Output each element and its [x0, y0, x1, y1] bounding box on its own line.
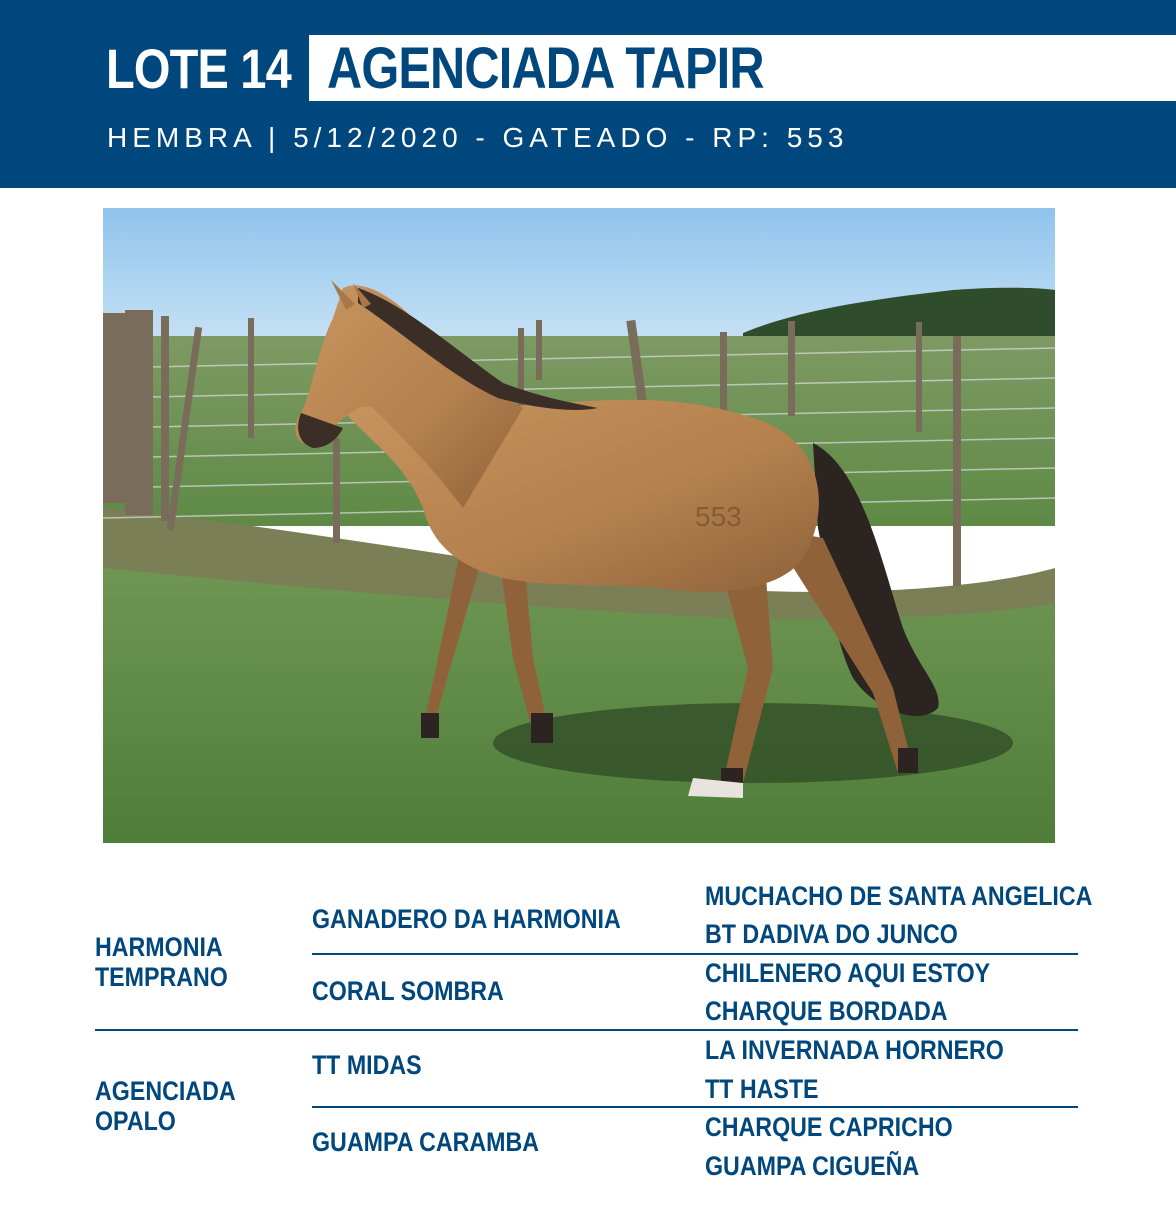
horse-photo: [103, 208, 1055, 843]
header-banner: [0, 0, 1176, 188]
pedigree-dam: [95, 1076, 236, 1136]
pedigree-dds: CHARQUE CAPRICHO: [705, 1112, 953, 1142]
brand-mark: 553: [695, 501, 742, 532]
divider-dam-branch: [312, 1106, 1078, 1108]
pedigree-sire-dam: CORAL SOMBRA: [312, 976, 504, 1006]
pedigree-sss: MUCHACHO DE SANTA ANGELICA: [705, 881, 1093, 911]
animal-name-box: [309, 35, 1176, 101]
pedigree-dam-line1: AGENCIADA: [95, 1076, 236, 1106]
pedigree-dam-sire: TT MIDAS: [312, 1050, 422, 1080]
animal-details: HEMBRA | 5/12/2020 - GATEADO - RP: 553: [107, 122, 849, 153]
pedigree-sdd: CHARQUE BORDADA: [705, 996, 948, 1026]
pedigree-sds: CHILENERO AQUI ESTOY: [705, 958, 991, 988]
pedigree-ddd: GUAMPA CIGUEÑA: [705, 1151, 920, 1181]
divider-main: [95, 1029, 1078, 1031]
animal-name: AGENCIADA TAPIR: [327, 36, 764, 101]
pedigree-dam-line2: OPALO: [95, 1106, 176, 1136]
pedigree-sire-line1: HARMONIA: [95, 932, 223, 962]
lot-number: LOTE 14: [106, 37, 291, 100]
pedigree-sire: [95, 932, 228, 992]
pedigree-dsd: TT HASTE: [705, 1074, 819, 1104]
pedigree-dss: LA INVERNADA HORNERO: [705, 1035, 1004, 1065]
pedigree-dam-dam: GUAMPA CARAMBA: [312, 1127, 540, 1157]
pedigree-sire-sire: GANADERO DA HARMONIA: [312, 904, 621, 934]
pedigree-sire-line2: TEMPRANO: [95, 962, 228, 992]
pedigree-ssd: BT DADIVA DO JUNCO: [705, 919, 958, 949]
divider-sire-branch: [312, 953, 1078, 955]
